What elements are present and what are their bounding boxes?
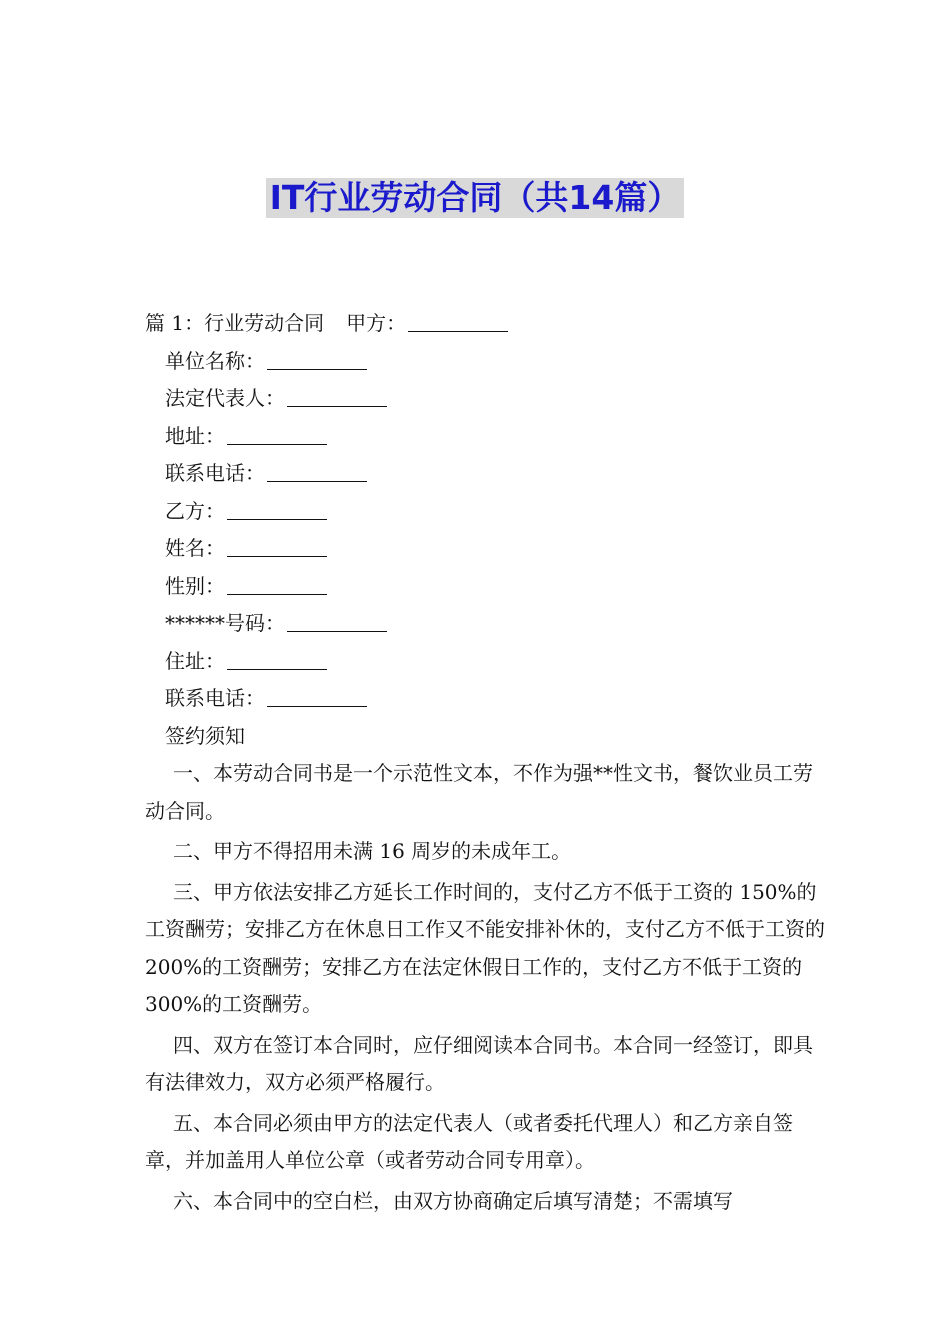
paragraph: 三、甲方依法安排乙方延长工作时间的，支付乙方不低于工资的 150%的工资酬劳；安排乙方在休息日工作又不能安排补休的，支付乙方不低于工资的 200%的工资酬劳；安排乙方在法定休假日工作的，支付乙方不低于工资的 300%的工资酬劳。 [145, 879, 825, 1016]
section-header [145, 305, 825, 343]
section-title: 篇 1：行业劳动合同 [145, 311, 325, 335]
party-a-blank [408, 311, 508, 332]
field-unit-name [145, 343, 825, 381]
field-party-b [145, 493, 825, 531]
party-a-label: 甲方： [346, 311, 407, 335]
field-blank [267, 349, 367, 370]
field-residence [145, 643, 825, 681]
field-blank [227, 499, 327, 520]
field-label: ******号码： [165, 611, 285, 635]
field-blank [227, 649, 327, 670]
notice-heading: 签约须知 [165, 723, 245, 748]
field-blank [227, 424, 327, 445]
paragraph: 一、本劳动合同书是一个示范性文本，不作为强**性文书，餐饮业员工劳动合同。 [145, 761, 813, 823]
field-label: 地址： [165, 423, 225, 448]
field-blank [267, 686, 367, 707]
field-label: 姓名： [165, 536, 225, 560]
field-label: 单位名称： [165, 348, 265, 373]
field-name [145, 530, 825, 568]
field-legal-rep [145, 380, 825, 418]
paragraph: 四、双方在签订本合同时，应仔细阅读本合同书。本合同一经签订，即具有法律效力，双方必须严格履行。 [145, 1032, 813, 1094]
paragraph: 五、本合同必须由甲方的法定代表人（或者委托代理人）和乙方亲自签章，并加盖用人单位公章（或者劳动合同专用章）。 [145, 1110, 793, 1172]
field-label: 住址： [165, 648, 225, 673]
field-label: 联系电话： [165, 686, 265, 710]
field-blank [287, 386, 387, 407]
field-label: 性别： [165, 573, 225, 598]
title-container [0, 178, 950, 218]
paragraph: 二、甲方不得招用未满 16 周岁的未成年工。 [173, 839, 572, 863]
field-label: 乙方： [165, 498, 225, 523]
field-label: 法定代表人： [165, 386, 285, 410]
field-blank [287, 611, 387, 632]
field-address [145, 418, 825, 456]
field-label: 联系电话： [165, 461, 265, 485]
field-phone-a [145, 455, 825, 493]
field-blank [227, 574, 327, 595]
document-body [145, 305, 825, 1220]
paragraph-partial: 六、本合同中的空白栏，由双方协商确定后填写清楚；不需填写 [173, 1188, 733, 1213]
document-title: IT行业劳动合同（共14篇） [266, 178, 685, 218]
field-phone-b [145, 680, 825, 718]
field-gender [145, 568, 825, 606]
field-blank [227, 536, 327, 557]
field-blank [267, 461, 367, 482]
field-id-number [145, 605, 825, 643]
